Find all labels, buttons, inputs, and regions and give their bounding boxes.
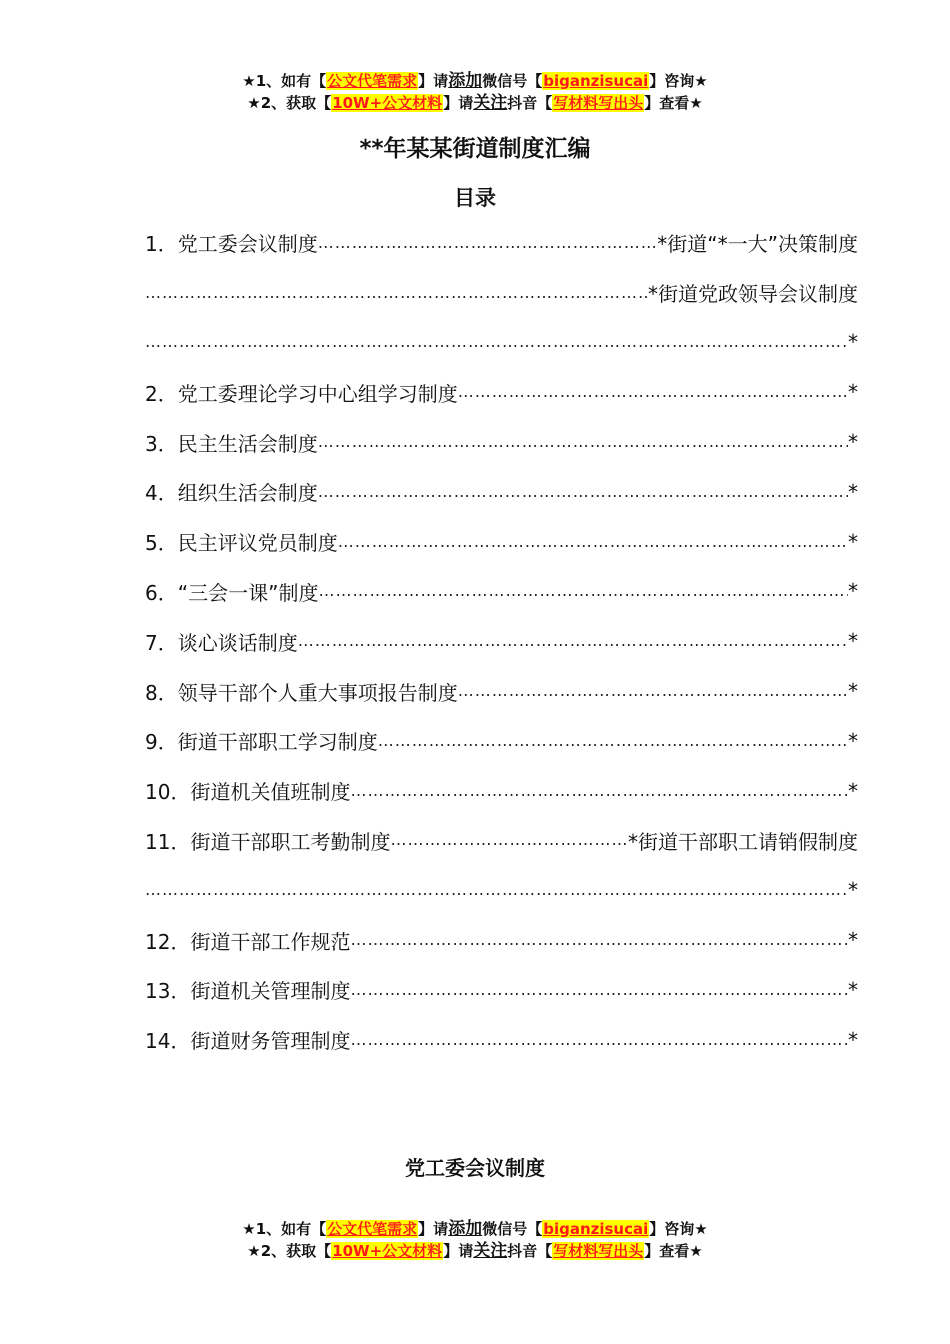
douyin-id-highlight: 写材料写出头 (553, 94, 644, 112)
toc-entry-page: * (848, 1027, 858, 1052)
toc-entry[interactable] (145, 666, 858, 716)
toc-entry[interactable] (145, 616, 858, 666)
promo-text: 】请 (443, 1242, 474, 1260)
promo-highlight: 公文代笔需求 (327, 1220, 418, 1238)
promo-underline: 添加 (448, 71, 483, 91)
promo-underline: 关注 (473, 93, 508, 113)
promo-text: ★1、如有【 (242, 1220, 327, 1238)
toc-entry-page: *街道“*一大”决策制度 (657, 232, 858, 257)
toc-entry[interactable] (145, 816, 858, 866)
promo-text: ★2、获取【 (247, 94, 332, 112)
toc-entry-page: * (848, 479, 858, 504)
toc-leader-dots (338, 532, 848, 552)
toc-leader-dots (318, 581, 848, 601)
toc-entry[interactable] (145, 915, 858, 965)
promo-text: 抖音【 (507, 94, 553, 112)
toc-entry[interactable] (145, 1015, 858, 1065)
promo-text: ★2、获取【 (247, 1242, 332, 1260)
toc-entry-title: 4．组织生活会制度 (145, 481, 318, 506)
toc-heading: 目录 (454, 186, 496, 210)
toc-leader-dots (350, 781, 848, 801)
toc-entry[interactable] (145, 467, 858, 517)
wechat-id-highlight: biganzisucai (543, 1220, 649, 1238)
toc-entry-page: * (848, 380, 858, 405)
toc-entry-title: 12．街道干部工作规范 (145, 929, 351, 954)
table-of-contents (145, 218, 858, 1065)
toc-entry-page: * (848, 778, 858, 803)
toc-entry-page: * (848, 430, 858, 455)
toc-leader-dots (350, 980, 848, 1000)
toc-entry-title: 13．街道机关管理制度 (145, 979, 351, 1004)
toc-entry[interactable] (145, 766, 858, 816)
toc-leader-dots (318, 432, 848, 452)
toc-entry-page: * (848, 679, 858, 704)
toc-entry-title: 5．民主评议党员制度 (145, 531, 338, 556)
toc-leader-dots (458, 382, 848, 402)
promo-text: 微信号【 (482, 1220, 543, 1238)
promo-text: 】查看★ (644, 1242, 703, 1260)
promo-text: 】请 (418, 72, 449, 90)
toc-leader-dots (145, 880, 848, 900)
toc-entry-page: * (848, 977, 858, 1002)
toc-entry-page: *街道党政领导会议制度 (648, 282, 858, 307)
document-title: **年某某街道制度汇编 (359, 136, 591, 162)
toc-leader-dots (378, 731, 848, 751)
toc-entry[interactable] (145, 417, 858, 467)
promo-banner-bottom (0, 1218, 950, 1262)
toc-leader-dots (145, 332, 848, 352)
toc-entry[interactable] (145, 567, 858, 617)
promo-line-2 (0, 92, 950, 114)
promo-underline: 添加 (448, 1219, 483, 1239)
toc-entry-page: * (848, 878, 858, 903)
toc-entry-page: * (848, 928, 858, 953)
toc-entry-page: * (848, 579, 858, 604)
toc-leader-dots (145, 283, 648, 303)
toc-leader-dots (350, 930, 848, 950)
promo-line-1 (0, 70, 950, 92)
toc-entry[interactable] (145, 218, 858, 268)
toc-entry-page: * (848, 728, 858, 753)
promo-highlight: 公文代笔需求 (327, 72, 418, 90)
promo-highlight: 10W+公文材料 (332, 1242, 443, 1260)
toc-entry-title: 9．街道干部职工学习制度 (145, 730, 378, 755)
toc-entry-page: * (848, 629, 858, 654)
toc-entry-page: *街道干部职工请销假制度 (628, 829, 858, 854)
toc-entry[interactable] (145, 716, 858, 766)
toc-entry-title: 14．街道财务管理制度 (145, 1029, 351, 1054)
toc-entry-title: 11．街道干部职工考勤制度 (145, 829, 391, 854)
toc-leader-dots (350, 1030, 848, 1050)
promo-underline: 关注 (473, 1241, 508, 1261)
promo-text: 】咨询★ (649, 72, 708, 90)
toc-entry-title: 1．党工委会议制度 (145, 232, 318, 257)
toc-entry[interactable] (145, 367, 858, 417)
toc-entry-title: 2．党工委理论学习中心组学习制度 (145, 381, 458, 406)
toc-entry[interactable] (145, 268, 858, 318)
douyin-id-highlight: 写材料写出头 (553, 1242, 644, 1260)
toc-entry-title: 3．民主生活会制度 (145, 431, 318, 456)
toc-entry[interactable] (145, 318, 858, 368)
promo-highlight: 10W+公文材料 (332, 94, 443, 112)
toc-leader-dots (318, 233, 658, 253)
toc-entry[interactable] (145, 865, 858, 915)
toc-entry-page: * (848, 529, 858, 554)
promo-line-2 (0, 1240, 950, 1262)
promo-text: 】请 (443, 94, 474, 112)
promo-text: 】请 (418, 1220, 449, 1238)
toc-entry-title: 10．街道机关值班制度 (145, 780, 351, 805)
toc-entry-title: 6．“三会一课”制度 (145, 580, 319, 605)
promo-text: 】咨询★ (649, 1220, 708, 1238)
toc-leader-dots (390, 830, 628, 850)
toc-entry[interactable] (145, 965, 858, 1015)
toc-leader-dots (298, 631, 848, 651)
toc-entry-title: 8．领导干部个人重大事项报告制度 (145, 680, 458, 705)
wechat-id-highlight: biganzisucai (543, 72, 649, 90)
promo-text: 】查看★ (644, 94, 703, 112)
promo-banner-top (0, 70, 950, 114)
toc-leader-dots (458, 681, 848, 701)
promo-line-1 (0, 1218, 950, 1240)
promo-text: ★1、如有【 (242, 72, 327, 90)
section-title: 党工委会议制度 (405, 1156, 545, 1180)
toc-entry-title: 7．谈心谈话制度 (145, 630, 298, 655)
promo-text: 抖音【 (507, 1242, 553, 1260)
toc-leader-dots (318, 482, 848, 502)
promo-text: 微信号【 (482, 72, 543, 90)
toc-entry-page: * (848, 330, 858, 355)
toc-entry[interactable] (145, 517, 858, 567)
